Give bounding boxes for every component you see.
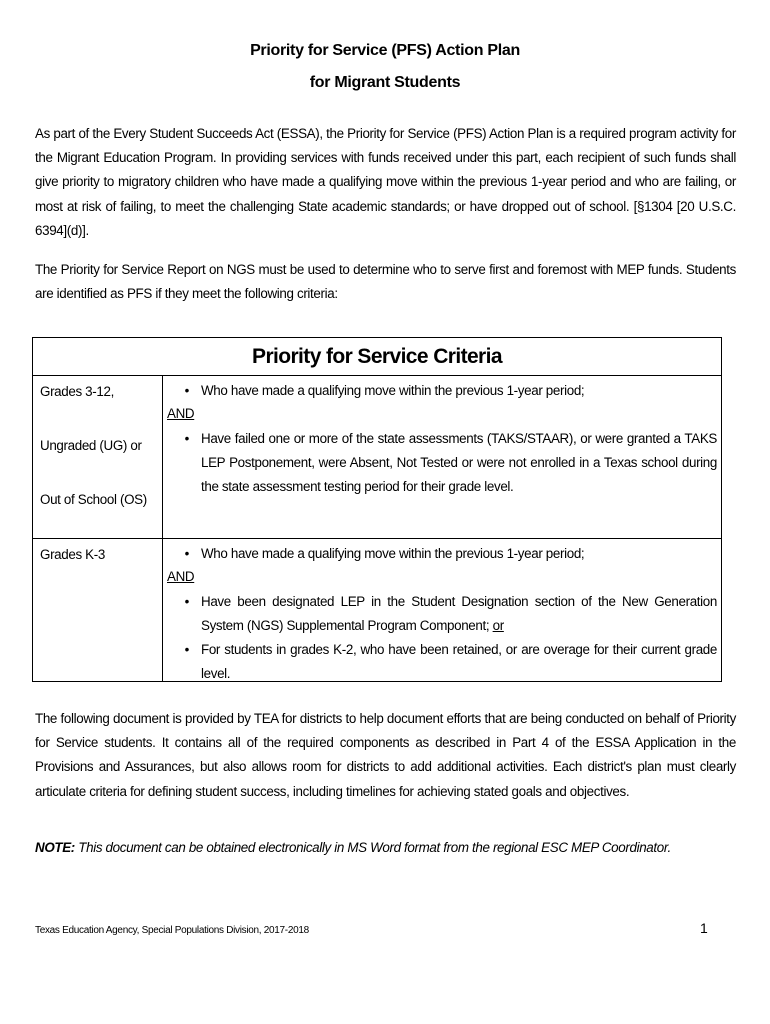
bullet-dot-icon: •: [184, 642, 189, 657]
document-title-line2: for Migrant Students: [309, 74, 461, 91]
document-title-line1: Priority for Service (PFS) Action Plan: [250, 42, 520, 59]
criteria-bullet: [163, 379, 717, 403]
criteria-row-grades-k-3: [33, 539, 721, 681]
and-connector: AND: [167, 569, 195, 584]
criteria-bullet: [163, 427, 717, 499]
criteria-bullet: [163, 638, 717, 686]
bullet-text-main: Have been designated LEP in the Student Designation section of the New Generation System (NGS) Supplemental Program Component;: [201, 594, 717, 633]
bullet-dot-icon: •: [184, 594, 189, 609]
bullet-text: Have failed one or more of the state assessments (TAKS/STAAR), or were granted a TAKS LEP Postponement, were Absent, Not Tested or were not enrolled in a Texas school during the state assessment testing period for their grade level.: [201, 431, 717, 494]
criteria-row-label: [33, 376, 163, 538]
label-out-of-school: Out of School (OS): [40, 492, 147, 507]
note-label: NOTE:: [35, 840, 75, 855]
criteria-bullet: [163, 590, 717, 638]
criteria-heading: Priority for Service Criteria: [33, 338, 721, 376]
intro-paragraph: As part of the Every Student Succeeds Act (ESSA), the Priority for Service (PFS) Action Plan is a required program activity for the Migrant Education Program. In providing services with funds received under this part, each recipient of such funds shall give priority to migratory children who have made a qualifying move within the previous 1-year period and who are failing, or most at risk of failing, to meet the challenging State academic standards; or have dropped out of school. [§1304 [20 U.S.C. 6394](d)].: [35, 126, 736, 238]
note-text: This document can be obtained electronically in MS Word format from the regional ESC MEP Coordinator.: [78, 840, 671, 855]
bullet-text: [201, 590, 717, 638]
note-line: [35, 840, 736, 855]
or-connector: or: [492, 618, 504, 633]
label-grades-3-12: Grades 3-12,: [40, 384, 114, 399]
criteria-row-label: [33, 539, 163, 681]
footer-text: Texas Education Agency, Special Populations Division, 2017-2018: [35, 925, 309, 936]
and-connector: AND: [167, 406, 195, 421]
criteria-bullet: [163, 542, 717, 566]
label-grades-k-3: Grades K-3: [40, 547, 105, 562]
label-ungraded: Ungraded (UG) or: [40, 438, 142, 453]
document-paragraph: The following document is provided by TEA for districts to help document efforts that are being conducted on behalf of Priority for Service students. It contains all of the required components as described in Part 4 of the ESSA Application in the Provisions and Assurances, but also allows room for districts to add additional activities. Each district's plan must clearly articulate criteria for defining student success, including timelines for achieving stated goals and objectives.: [35, 711, 736, 799]
criteria-table: [32, 337, 722, 682]
criteria-row-content: [163, 539, 721, 681]
bullet-dot-icon: •: [184, 383, 189, 398]
bullet-text: Who have made a qualifying move within the previous 1-year period;: [201, 383, 585, 398]
bullet-text: For students in grades K-2, who have been retained, or are overage for their current grade level.: [201, 642, 717, 681]
bullet-text: Who have made a qualifying move within the previous 1-year period;: [201, 546, 585, 561]
criteria-row-content: [163, 376, 721, 538]
bullet-dot-icon: •: [184, 431, 189, 446]
criteria-row-grades-3-12: [33, 376, 721, 539]
report-paragraph: The Priority for Service Report on NGS must be used to determine who to serve first and foremost with MEP funds. Students are identified as PFS if they meet the following criteria:: [35, 262, 736, 302]
page-number: 1: [700, 920, 708, 936]
bullet-dot-icon: •: [184, 546, 189, 561]
